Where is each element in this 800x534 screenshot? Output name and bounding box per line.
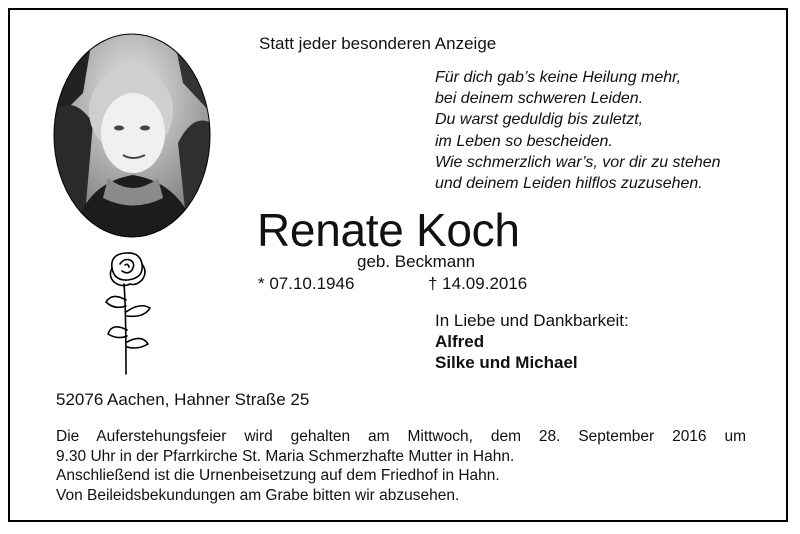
portrait-photo [53,33,211,238]
poem-line: bei deinem schweren Leiden. [435,90,644,108]
poem-line: Du warst geduldig bis zuletzt, [435,111,644,129]
deceased-name: Renate Koch [257,204,520,256]
death-date: † 14.09.2016 [428,274,528,293]
poem-line: im Leben so bescheiden. [435,132,613,150]
rose-icon [100,250,160,375]
address: 52076 Aachen, Hahner Straße 25 [56,390,310,409]
ceremony-text [56,427,746,505]
poem-line: Für dich gab’s keine Heilung mehr, [435,69,682,86]
mourners-intro: In Liebe und Dankbarkeit: [435,311,629,330]
maiden-name: geb. Beckmann [357,252,476,271]
ceremony-line: Anschließend ist die Urnenbeisetzung auf dem Friedhof in Hahn. [56,467,500,484]
poem-line: und deinem Leiden hilflos zuzusehen. [435,175,703,193]
birth-date: * 07.10.1946 [258,274,355,293]
ceremony-line: Die Auferstehungsfeier wird gehalten am Mittwoch, dem 28. September 2016 um [56,428,746,445]
poem-line: Wie schmerzlich war’s, vor dir zu stehen [435,153,721,171]
mourner-name: Silke und Michael [435,353,578,372]
header-text: Statt jeder besonderen Anzeige [259,34,497,53]
ceremony-line: Von Beileidsbekundungen am Grabe bitten wir abzusehen. [56,486,460,504]
ceremony-line: 9.30 Uhr in der Pfarrkirche St. Maria Schmerzhafte Mutter in Hahn. [56,447,515,465]
mourner-name: Alfred [435,332,485,351]
mourners-block [435,310,629,373]
poem [435,67,721,194]
